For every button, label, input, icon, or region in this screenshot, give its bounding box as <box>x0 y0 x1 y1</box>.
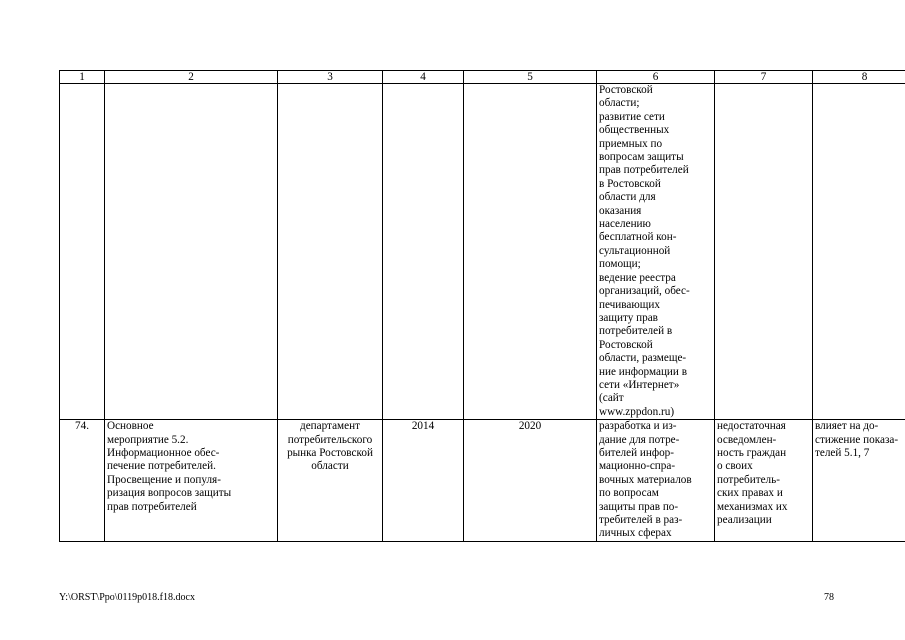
cell-empty <box>278 84 383 420</box>
text-line: разработка и из- <box>599 420 677 433</box>
text-line: ние информации в <box>599 365 687 378</box>
text-line: (сайт <box>599 392 624 405</box>
text-line: населению <box>599 218 651 231</box>
text-line: Просвещение и популя- <box>107 473 221 486</box>
cell-empty <box>715 84 813 420</box>
text-line: потребительского <box>287 433 373 446</box>
text-line: департамент <box>300 420 360 433</box>
indicator-relation-cell <box>813 420 905 542</box>
text-line: сультационной <box>599 244 671 257</box>
text-line: области <box>311 460 349 473</box>
text-line: мероприятие 5.2. <box>107 433 189 446</box>
text-line: приемных по <box>599 137 663 150</box>
continuation-result-cell <box>597 84 715 420</box>
text-line: печивающих <box>599 298 660 311</box>
table-row-continuation <box>60 84 905 420</box>
text-line: Ростовской <box>599 84 653 96</box>
text-line: помощи; <box>599 258 641 271</box>
text-line: осведомлен- <box>717 433 777 446</box>
text-line: бителей инфор- <box>599 446 675 459</box>
text-line: области, размеще- <box>599 352 687 365</box>
text-line: защиты прав по- <box>599 500 679 513</box>
text-line: www.zppdon.ru) <box>599 405 675 418</box>
text-line: Ростовской <box>599 338 653 351</box>
text-line: стижение показа- <box>815 433 899 446</box>
text-line: о своих <box>717 460 753 473</box>
measures-table <box>59 70 905 542</box>
header-col-7: 7 <box>715 71 813 84</box>
text-line: дание для потре- <box>599 433 680 446</box>
text-line: потребитель- <box>717 473 780 486</box>
text-line: ведение реестра <box>599 271 676 284</box>
text-line: Информационное обес- <box>107 446 220 459</box>
row-number: 74. <box>60 420 105 542</box>
table-row-74 <box>60 420 905 542</box>
text-line: оказания <box>599 204 642 217</box>
text-line: рынка Ростовской <box>287 446 373 459</box>
text-line: бесплатной кон- <box>599 231 677 244</box>
text-line: мационно-спра- <box>599 460 676 473</box>
text-line: вочных материалов <box>599 473 692 486</box>
cell-empty <box>105 84 278 420</box>
footer-file-path: Y:\ORST\Ppo\0119p018.f18.docx <box>59 592 195 603</box>
text-line: прав потребителей <box>107 500 197 513</box>
header-col-8: 8 <box>813 71 905 84</box>
header-col-3: 3 <box>278 71 383 84</box>
text-line: прав потребителей <box>599 164 689 177</box>
page-number: 78 <box>824 592 834 603</box>
text-line: ризация вопросов защиты <box>107 487 232 500</box>
text-line: механизмах их <box>717 500 788 513</box>
cell-empty <box>813 84 905 420</box>
text-line: потребителей в <box>599 325 673 338</box>
cell-empty <box>60 84 105 420</box>
text-line: требителей в раз- <box>599 514 683 526</box>
text-line: вопросам защиты <box>599 151 684 164</box>
text-line: развитие сети <box>599 110 665 123</box>
header-row <box>60 71 905 84</box>
text-line: недостаточная <box>717 420 786 433</box>
cell-empty <box>464 84 597 420</box>
text-line: общественных <box>599 124 670 137</box>
text-line: в Ростовской <box>599 177 661 190</box>
text-line: Основное <box>107 420 154 433</box>
text-line: защиту прав <box>599 311 658 324</box>
text-line: реализации <box>717 514 772 526</box>
text-line: области для <box>599 191 656 204</box>
text-line: личных сферах <box>599 527 672 540</box>
cell-empty <box>383 84 464 420</box>
executor-cell <box>278 420 383 542</box>
measure-name-cell <box>105 420 278 542</box>
consequences-cell <box>715 420 813 542</box>
text-line: ских правах и <box>717 487 783 500</box>
header-col-6: 6 <box>597 71 715 84</box>
text-line: влияет на до- <box>815 420 879 433</box>
header-col-1: 1 <box>60 71 105 84</box>
end-year-cell: 2020 <box>464 420 597 542</box>
text-line: печение потребителей. <box>107 460 216 473</box>
text-line: по вопросам <box>599 487 659 500</box>
text-line: сети «Интернет» <box>599 378 680 391</box>
text-line: области; <box>599 97 640 110</box>
text-line: ность граждан <box>717 446 787 459</box>
header-col-2: 2 <box>105 71 278 84</box>
start-year-cell: 2014 <box>383 420 464 542</box>
text-line: организаций, обес- <box>599 285 690 298</box>
expected-result-cell <box>597 420 715 542</box>
header-col-5: 5 <box>464 71 597 84</box>
text-line: телей 5.1, 7 <box>815 446 870 459</box>
header-col-4: 4 <box>383 71 464 84</box>
